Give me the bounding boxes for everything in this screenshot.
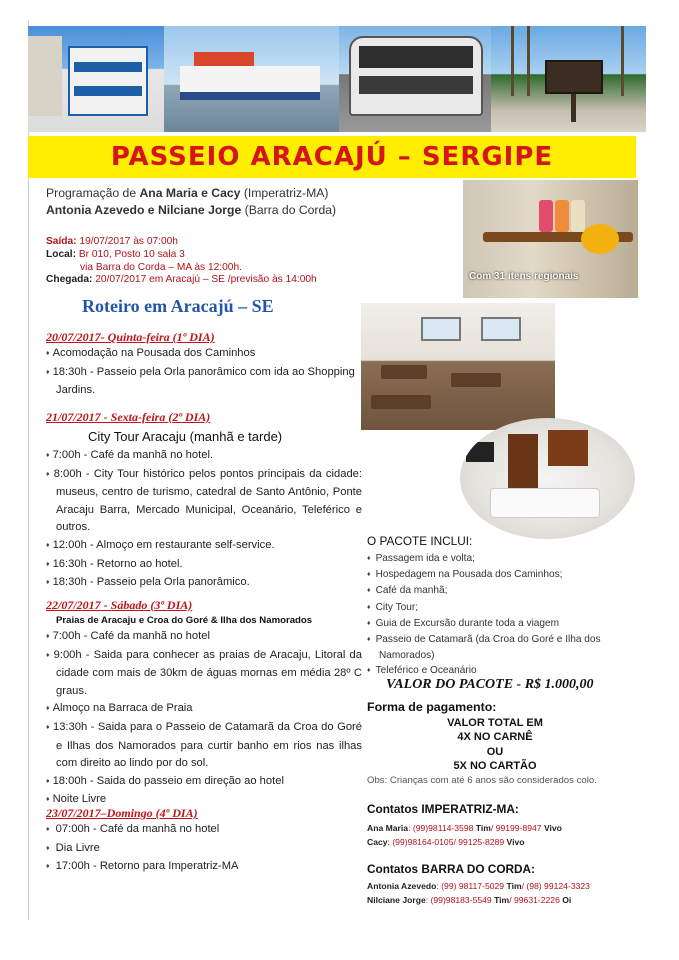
list-item: ♦ 18:30h - Passeio pela Orla panorâmico. [46, 574, 362, 593]
window-shape [481, 317, 521, 341]
list-item: ♦ Hospedagem na Pousada dos Caminhos; [367, 567, 647, 583]
contact-phone: / 99199-8947 [490, 823, 544, 833]
bus-shape [349, 36, 483, 116]
list-item: ♦ 7:00h - Café da manhã no hotel. [46, 447, 362, 466]
photo-strip [28, 26, 646, 132]
local-extra-line [46, 262, 362, 275]
photo-pousada [28, 26, 164, 132]
building-shape [68, 46, 148, 116]
departure-block [46, 236, 362, 287]
contact-phone: : (99)98164-0105/ 99125-8289 [387, 837, 507, 847]
payment-options [412, 716, 578, 773]
list-item: ♦ 18:30h - Passeio pela Orla panorâmico com ida ao Shopping Jardins. [46, 364, 362, 400]
jar-shape [571, 200, 585, 232]
fruit-bowl-shape [581, 224, 619, 254]
list-item: ♦ 07:00h - Café da manhã no hotel [46, 821, 362, 840]
contact-name: Antonia Azevedo [367, 881, 437, 891]
contact-nilciane [367, 895, 571, 905]
palm-tree-shape [621, 26, 624, 96]
photo-breakfast [463, 180, 638, 298]
window-shape [548, 430, 588, 466]
building-left-shape [28, 36, 62, 116]
contact-operator: Tim [494, 895, 510, 905]
contact-operator: Vivo [543, 823, 562, 833]
photo-passarela [491, 26, 646, 132]
payment-line: 4X NO CARNÊ [457, 731, 533, 744]
contact-name: Cacy [367, 837, 388, 847]
contact-phone: : (99) 98117-5029 [436, 881, 507, 891]
photo-restaurant [361, 303, 555, 430]
saida-line [46, 236, 362, 249]
chegada-value: 20/07/2017 em Aracajú – SE /previsão às 14:00h [92, 274, 317, 286]
pacote-section [367, 534, 647, 680]
contact-phone: / 99631-2226 [509, 895, 563, 905]
photo-room [460, 418, 635, 539]
list-item: ♦ Guia de Excursão durante toda a viagem [367, 616, 647, 632]
programacao-prefix: Programação de [46, 186, 140, 200]
payment-line: OU [486, 745, 504, 758]
programacao-line-1 [46, 185, 362, 202]
contact-cacy [367, 837, 525, 847]
saida-label: Saída: [46, 236, 77, 247]
list-item: ♦ 17:00h - Retorno para Imperatriz-MA [46, 858, 362, 877]
contact-operator: Tim [475, 823, 491, 833]
contact-operator: Oi [562, 895, 572, 905]
sign-post [571, 94, 576, 122]
list-item: ♦ City Tour; [367, 600, 647, 616]
contact-operator: Vivo [506, 837, 525, 847]
table-shape [451, 373, 501, 387]
table-shape [371, 395, 431, 409]
jar-shape [539, 200, 553, 232]
contacts-barra-title: Contatos BARRA DO CORDA: [367, 862, 535, 876]
contact-phone: / (98) 99124-3323 [521, 881, 590, 891]
programacao-city-1: (Imperatriz-MA) [240, 186, 329, 200]
list-item: ♦ 13:30h - Saida para o Passeio de Catamarã da Croa do Goré e Ilhas dos Namorados para curtir banho em rios nas ilhas com direito ao lindo por do sol. [46, 719, 362, 773]
day-3-heading: 22/07/2017 - Sábado (3º DIA) [46, 598, 193, 612]
day-2-list [46, 447, 362, 593]
pacote-title: O PACOTE INCLUI: [367, 534, 473, 548]
list-item: ♦ Passeio de Catamarã (da Croa do Goré e Ilha dos Namorados) [367, 632, 647, 663]
contact-ana-maria [367, 823, 562, 833]
palm-tree-shape [511, 26, 514, 96]
payment-note: Obs: Crianças com até 6 anos são considerados colo. [367, 775, 597, 786]
list-item: ♦ Café da manhã; [367, 583, 647, 599]
banner-title: PASSEIO ARACAJÚ – SERGIPE [110, 142, 554, 172]
tv-shape [466, 442, 494, 462]
day-4-list [46, 821, 362, 877]
pacote-price: VALOR DO PACOTE - R$ 1.000,00 [386, 677, 594, 692]
title-banner [28, 136, 636, 178]
list-item: ♦ 18:00h - Saida do passeio em direção ao hotel [46, 773, 362, 792]
day-2-heading: 21/07/2017 - Sexta-feira (2º DIA) [46, 410, 211, 424]
boat-shape [180, 66, 320, 100]
palm-tree-shape [527, 26, 530, 96]
day-2-section [46, 410, 362, 593]
roteiro-title: Roteiro em Aracajú – SE [82, 296, 274, 316]
list-item: ♦ Dia Livre [46, 840, 362, 859]
day-3-subtitle: Praias de Aracaju e Croa do Goré & Ilha dos Namorados [56, 615, 313, 626]
breakfast-caption: Com 31 itens regionais [469, 271, 579, 282]
list-item: ♦ 7:00h - Café da manhã no hotel [46, 628, 362, 647]
list-item: ♦ Acomodação na Pousada dos Caminhos [46, 345, 362, 364]
payment-title: Forma de pagamento: [367, 700, 497, 714]
list-item: ♦ Teleférico e Oceanário [367, 663, 647, 679]
list-item: ♦ Noite Livre [46, 791, 362, 810]
programacao-line-2 [46, 202, 362, 219]
chegada-line [46, 274, 362, 287]
contacts-imperatriz-title: Contatos IMPERATRIZ-MA: [367, 802, 519, 816]
day-1-heading: 20/07/2017- Quinta-feira (1º DIA) [46, 330, 215, 344]
local-extra: via Barra do Corda – MA às 12:00h. [80, 261, 242, 273]
pacote-list [367, 551, 647, 680]
local-line [46, 249, 362, 262]
list-item: ♦ 16:30h - Retorno ao hotel. [46, 556, 362, 575]
bed-shape [490, 488, 600, 518]
day-4-section [46, 806, 362, 877]
contact-antonia [367, 881, 590, 891]
list-item: ♦ 12:00h - Almoço em restaurante self-service. [46, 537, 362, 556]
programacao-block [46, 185, 362, 219]
payment-line: 5X NO CARTÃO [453, 759, 537, 772]
saida-value: 19/07/2017 às 07:00h [76, 236, 178, 247]
list-item: ♦ 8:00h - City Tour histórico pelos pontos principais da cidade: museus, centro de turismo, catedral de Santo Antônio, Ponte Aracaju Barra, Mercado Municipal, Oceanário, Teleférico e outros. [46, 466, 362, 537]
programacao-city-2: (Barra do Corda) [241, 203, 337, 217]
list-item: ♦ 9:00h - Saida para conhecer as praias de Aracaju, Litoral da cidade com mais de 30km de águas mornas em média 28º C graus. [46, 647, 362, 701]
payment-line: VALOR TOTAL EM [447, 717, 543, 729]
table-shape [381, 365, 427, 379]
day-3-section [46, 598, 362, 810]
contact-phone: : (99)98183-5549 [425, 895, 495, 905]
programacao-names-2: Antonia Azevedo e Nilciane Jorge [46, 203, 242, 217]
contact-name: Ana Maria [367, 823, 409, 833]
programacao-names-1: Ana Maria e Cacy [139, 186, 241, 200]
photo-catamaran [164, 26, 339, 132]
list-item: ♦ Almoço na Barraca de Praia [46, 700, 362, 719]
jar-shape [555, 200, 569, 232]
day-1-list [46, 345, 362, 400]
window-shape [421, 317, 461, 341]
local-label: Local: [46, 248, 77, 260]
passarela-sign [545, 60, 603, 94]
day-1-section [46, 330, 362, 400]
local-value: Br 010, Posto 10 sala 3 [76, 248, 185, 260]
day-2-subtitle: City Tour Aracaju (manhã e tarde) [88, 429, 283, 444]
chegada-label: Chegada: [46, 274, 93, 286]
contact-operator: Tim [506, 881, 522, 891]
day-4-heading: 23/07/2017–Domingo (4º DIA) [46, 806, 198, 820]
photo-bus [339, 26, 491, 132]
contact-phone: : (99)98114-3598 [408, 823, 476, 833]
door-shape [508, 434, 538, 494]
day-3-list [46, 628, 362, 810]
contact-name: Nilciane Jorge [367, 895, 426, 905]
list-item: ♦ Passagem ida e volta; [367, 551, 647, 567]
